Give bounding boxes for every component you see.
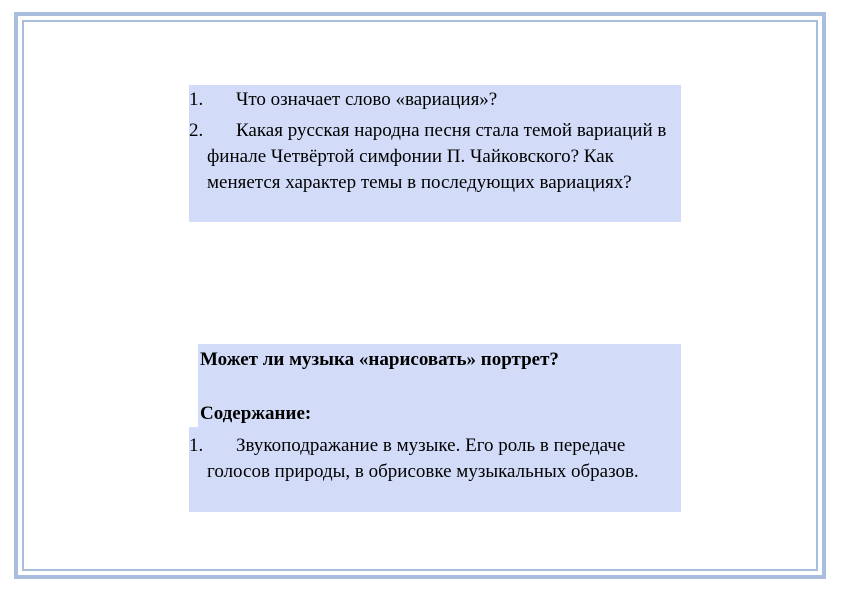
question-text: Какая русская народна песня стала темой вариаций в финале Четвёртой симфонии П. Чайковского? Как меняется характер темы в последующих вариациях? [207,120,667,193]
question-number: 2. [189,120,204,141]
question-text: Что означает слово «вариация»? [236,89,498,110]
topic-title: Может ли музыка «нарисовать» портрет? [200,349,559,370]
topic-box [189,344,681,512]
topic-item-number: 1. [189,435,204,456]
questions-box [189,85,681,222]
content-label: Содержание: [200,403,312,424]
question-number: 1. [189,89,204,110]
topic-item-text: Звукоподражание в музыке. Его роль в передаче голосов природы, в обрисовке музыкальных образов. [207,435,639,482]
